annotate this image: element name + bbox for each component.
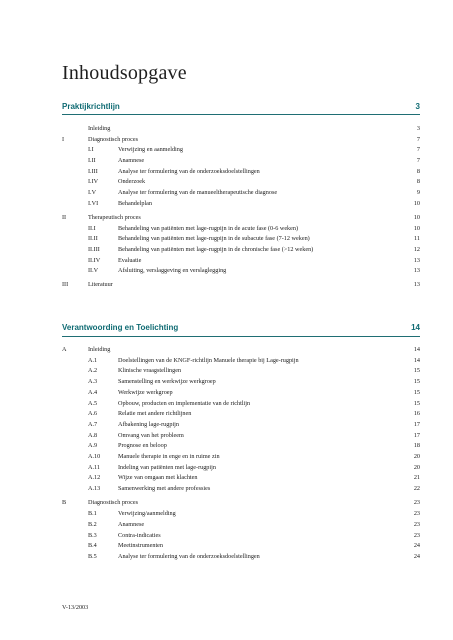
toc-row[interactable] — [62, 498, 420, 507]
toc-row-label: Manuele therapie in enge en in ruime zin — [118, 453, 220, 460]
section-heading-verantwoording — [62, 323, 420, 335]
toc-row-label: Verwijzing en aanmelding — [118, 146, 183, 154]
toc-row-label: Samenwerking met andere professies — [118, 485, 211, 493]
toc-row-page: 7 — [416, 156, 420, 164]
toc-row-label: Behandeling van patiënten met lage-rugpijn in de acute fase (0-6 weken) — [118, 224, 299, 232]
toc-row-page: 20 — [413, 453, 420, 460]
toc-row-subnumber: I.V — [88, 189, 97, 196]
toc-row-subnumber: B.3 — [88, 531, 97, 539]
section-heading-label: Verantwoording en Toelichting — [62, 323, 179, 332]
toc-row-page: 7 — [416, 146, 420, 154]
toc-row-page: 20 — [413, 463, 420, 471]
section-heading-page: 14 — [411, 323, 420, 332]
toc-row[interactable] — [62, 234, 420, 243]
toc-row[interactable] — [62, 213, 420, 222]
toc-row-page: 22 — [413, 485, 420, 493]
toc-row-page: 10 — [413, 224, 420, 232]
toc-row-page: 16 — [413, 410, 420, 418]
toc-row-subnumber: A.6 — [88, 410, 98, 418]
toc-row[interactable] — [62, 431, 420, 440]
toc-row-label: Behandeling van patiënten met lage-rugpijn in de chronische fase (>12 weken) — [118, 245, 314, 253]
toc-row-label: Contra-indicaties — [118, 531, 161, 539]
toc-row-label: Onderzoek — [118, 178, 146, 186]
toc-row-page: 10 — [413, 199, 420, 207]
toc-row[interactable] — [62, 463, 420, 472]
toc-row[interactable] — [62, 409, 420, 418]
toc-row-subnumber: I.I — [88, 146, 94, 154]
toc-row-page: 23 — [413, 499, 420, 507]
toc-row-subnumber: II.V — [88, 267, 99, 275]
toc-row[interactable] — [62, 280, 420, 289]
toc-row-label: Behandelplan — [118, 199, 153, 207]
toc-row-label: Doelstellingen van de KNGF-richtlijn Manuele therapie bij Lage-rugpijn — [118, 356, 299, 364]
toc-row-page: 15 — [413, 367, 420, 375]
toc-row[interactable] — [62, 441, 420, 450]
toc-row-label: Klinische vraagstellingen — [118, 367, 182, 375]
toc-row-subnumber: I.III — [88, 167, 98, 175]
toc-row-label: Prognose en beloop — [118, 442, 167, 450]
toc-row[interactable] — [62, 256, 420, 265]
toc-row-subnumber: A.9 — [88, 442, 98, 450]
toc-row-subnumber: A.10 — [88, 453, 101, 460]
toc-row-label: Analyse ter formulering van de onderzoeksdoelstellingen — [118, 167, 260, 175]
toc-row-label: Indeling van patiënten met lage-rugpijn — [118, 463, 216, 471]
toc-row-subnumber: A.5 — [88, 399, 98, 407]
toc-row-subnumber: I.II — [88, 156, 96, 164]
toc-row[interactable] — [62, 452, 420, 461]
toc-row[interactable] — [62, 541, 420, 550]
toc-row-subnumber: II.II — [88, 235, 98, 243]
toc-row-number: III — [62, 281, 69, 289]
toc-row-page: 23 — [413, 531, 420, 539]
toc-row-page: 12 — [413, 245, 420, 253]
toc-row[interactable] — [62, 199, 420, 208]
toc-row-subnumber: A.12 — [88, 474, 101, 482]
toc-row-label: Afsluiting, verslaggeving en verslaglegging — [118, 267, 227, 275]
footer-code: V-13/2003 — [62, 604, 89, 611]
toc-row[interactable] — [62, 531, 420, 540]
toc-row-number: B — [62, 499, 67, 507]
toc-row-number: A — [62, 346, 67, 353]
section-divider — [62, 336, 420, 337]
section-divider — [62, 114, 420, 115]
toc-row-subnumber: A.3 — [88, 378, 98, 386]
toc-row-label: Werkwijze werkgroep — [118, 388, 173, 396]
toc-row[interactable] — [62, 245, 420, 254]
toc-row-number: I — [62, 135, 65, 143]
toc-row-subnumber: II.IV — [88, 256, 101, 264]
toc-row-label: Behandeling van patiënten met lage-rugpijn in de subacute fase (7-12 weken) — [118, 235, 310, 243]
toc-row-label: Verwijzing/aanmelding — [118, 510, 176, 518]
toc-row[interactable] — [62, 145, 420, 154]
toc-row[interactable] — [62, 473, 420, 482]
toc-row[interactable] — [62, 156, 420, 165]
toc-row-page: 18 — [413, 442, 420, 450]
toc-row-label: Opbouw, producten en implementatie van de richtlijn — [118, 399, 251, 407]
toc-row[interactable] — [62, 167, 420, 176]
toc-row-label: Analyse ter formulering van de manueeltherapeutische diagnose — [118, 189, 278, 196]
toc-row-subnumber: A.8 — [88, 431, 98, 439]
toc-row-page: 15 — [413, 388, 420, 396]
toc-row-label: Afbakening lage-rugpijn — [118, 420, 179, 428]
toc-row-label: Diagnostisch proces — [88, 135, 139, 143]
toc-row[interactable] — [62, 366, 420, 375]
page-title: Inhoudsopgave — [62, 62, 187, 84]
toc-row[interactable] — [62, 377, 420, 386]
toc-row[interactable] — [62, 484, 420, 493]
toc-row-page: 13 — [413, 256, 420, 264]
toc-row-label: Therapeutisch proces — [88, 213, 141, 221]
toc-row-page: 9 — [416, 189, 420, 196]
toc-row-subnumber: A.7 — [88, 420, 98, 428]
toc-row-number: II — [62, 213, 67, 221]
toc-row[interactable] — [62, 356, 420, 365]
toc-row-page: 17 — [413, 431, 420, 439]
toc-row-subnumber: B.1 — [88, 510, 97, 518]
toc-row-label: Literatuur — [88, 281, 113, 289]
toc-row-subnumber: II.I — [88, 224, 96, 232]
toc-row-page: 13 — [413, 281, 420, 289]
toc-row[interactable] — [62, 224, 420, 233]
section-heading-label: Praktijkrichtlijn — [62, 102, 120, 111]
toc-row-label: Anamnese — [118, 156, 145, 164]
toc-row-subnumber: B.5 — [88, 552, 97, 560]
toc-row-label: Relatie met andere richtlijnen — [118, 410, 192, 418]
toc-row-page: 15 — [413, 378, 420, 386]
toc-row-page: 17 — [413, 420, 420, 428]
toc-row-subnumber: B.4 — [88, 542, 97, 550]
toc-row-subnumber: I.VI — [88, 199, 99, 207]
toc-row-page: 24 — [413, 542, 420, 550]
toc-row-page: 21 — [413, 474, 420, 482]
toc-row-page: 14 — [413, 356, 420, 364]
toc-row[interactable] — [62, 520, 420, 529]
toc-row-label: Wijze van omgaan met klachten — [118, 474, 198, 482]
toc-row-page: 14 — [413, 346, 420, 353]
toc-row-label: Samenstelling en werkwijze werkgroep — [118, 378, 216, 386]
toc-row[interactable] — [62, 188, 420, 197]
toc-row-label: Evaluatie — [118, 256, 142, 264]
toc-row-label: Inleiding — [88, 125, 111, 132]
toc-row-subnumber: A.4 — [88, 388, 98, 396]
toc-row[interactable] — [62, 552, 420, 561]
toc-row-label: Omvang van het probleem — [118, 431, 184, 439]
toc-row-page: 11 — [414, 235, 420, 243]
toc-row-page: 8 — [416, 167, 420, 175]
toc-row-page: 10 — [413, 213, 420, 221]
toc-row-subnumber: A.11 — [88, 463, 100, 471]
toc-row-subnumber: A.2 — [88, 367, 98, 375]
toc-row-page: 8 — [416, 178, 420, 186]
toc-row[interactable] — [62, 266, 420, 275]
section-heading-praktijkrichtlijn — [62, 102, 420, 114]
toc-row-page: 15 — [413, 399, 420, 407]
toc-row[interactable] — [62, 509, 420, 518]
toc-row-page: 23 — [413, 520, 420, 528]
toc-row[interactable] — [62, 388, 420, 397]
toc-row-subnumber: II.III — [88, 245, 100, 253]
toc-row-page: 3 — [416, 125, 420, 132]
toc-row[interactable] — [62, 345, 420, 354]
toc-row[interactable] — [62, 124, 420, 133]
toc-row-label: Analyse ter formulering van de onderzoeksdoelstellingen — [118, 552, 260, 560]
toc-row[interactable] — [62, 399, 420, 408]
toc-row-label: Diagnostisch proces — [88, 499, 139, 507]
toc-row[interactable] — [62, 135, 420, 144]
toc-row-page: 24 — [413, 552, 420, 560]
toc-row[interactable] — [62, 177, 420, 186]
toc-row-page: 13 — [413, 267, 420, 275]
toc-row-label: Meetinstrumenten — [118, 542, 164, 550]
section-heading-page: 3 — [415, 102, 420, 111]
toc-row-label: Inleiding — [88, 346, 111, 353]
toc-row-subnumber: A.13 — [88, 485, 101, 493]
toc-row-label: Anamnese — [118, 520, 145, 528]
toc-row-page: 23 — [413, 510, 420, 518]
toc-row-subnumber: I.IV — [88, 178, 99, 186]
toc-row-subnumber: A.1 — [88, 356, 98, 364]
toc-row-page: 7 — [416, 135, 420, 143]
toc-row-subnumber: B.2 — [88, 520, 97, 528]
toc-row[interactable] — [62, 420, 420, 429]
